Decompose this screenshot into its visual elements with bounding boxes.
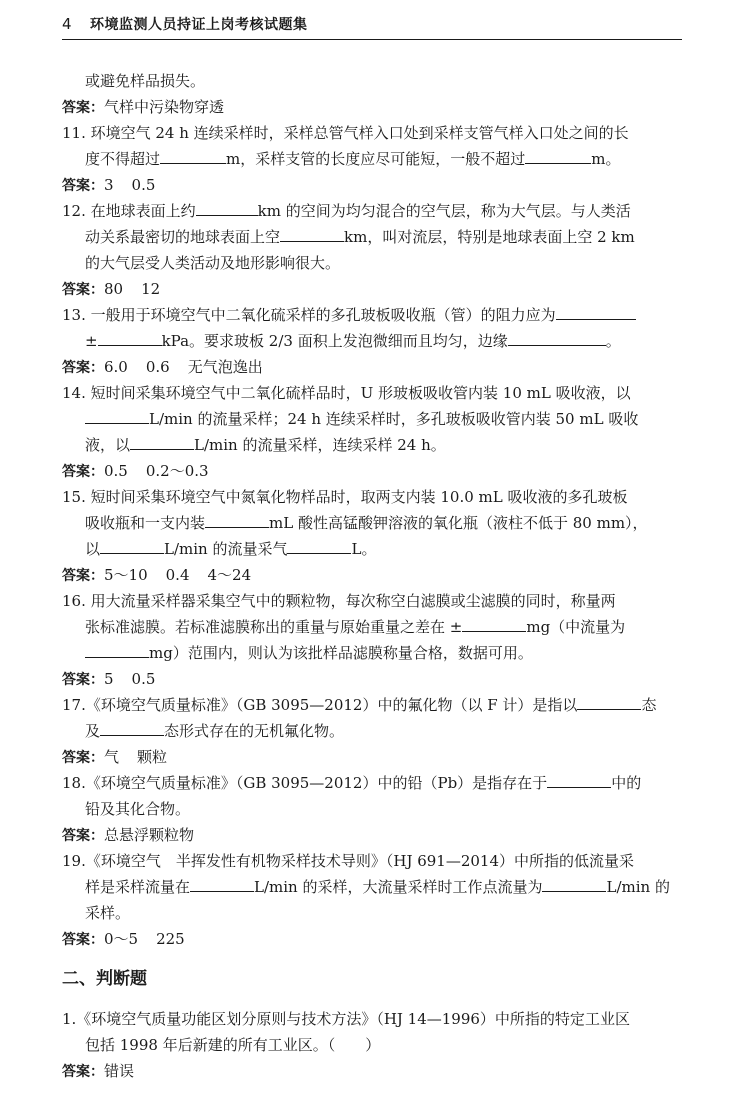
question-19: 19.《环境空气 半挥发性有机物采样技术导则》（HJ 691—2014）中所指的低流量采 bbox=[62, 852, 635, 870]
answer-line: 答案：5～10 0.4 4～24 bbox=[62, 566, 252, 584]
fill-blank bbox=[205, 511, 269, 528]
answer-line: 答案：总悬浮颗粒物 bbox=[62, 826, 195, 844]
running-title: 环境监测人员持证上岗考核试题集 bbox=[90, 17, 308, 33]
fill-blank bbox=[85, 641, 149, 658]
text-line: 液，以 L/min 的流量采样，连续采样 24 h。 bbox=[62, 432, 684, 458]
question-17: 17.《环境空气质量标准》（GB 3095—2012）中的氟化物（以 F 计）是指以 态 bbox=[62, 692, 684, 718]
answer-line: 答案：80 12 bbox=[62, 280, 161, 298]
fill-blank bbox=[556, 303, 636, 320]
text-line: 吸收瓶和一支内装 mL 酸性高锰酸钾溶液的氧化瓶（液柱不低于 80 mm）， bbox=[62, 510, 684, 536]
fill-blank bbox=[542, 875, 606, 892]
text-line: 样是采样流量在 L/min 的采样，大流量采样时工作点流量为 L/min 的 bbox=[62, 874, 684, 900]
fill-blank bbox=[547, 771, 611, 788]
question-12: 12. 在地球表面上约 km 的空间为均匀混合的空气层，称为大气层。与人类活 bbox=[62, 198, 684, 224]
answer-line: 答案：3 0.5 bbox=[62, 176, 156, 194]
text-line: L/min 的流量采样；24 h 连续采样时，多孔玻板吸收管内装 50 mL 吸收 bbox=[62, 406, 684, 432]
text-line: 或避免样品损失。 bbox=[85, 72, 206, 90]
fill-blank bbox=[287, 537, 351, 554]
fill-blank bbox=[280, 225, 344, 242]
fill-blank bbox=[160, 147, 226, 164]
text-line: 包括 1998 年后新建的所有工业区。（ ） bbox=[85, 1036, 381, 1054]
section-heading: 二、判断题 bbox=[62, 969, 147, 989]
question-13: 13. 一般用于环境空气中二氧化硫采样的多孔玻板吸收瓶（管）的阻力应为 bbox=[62, 302, 684, 328]
answer-line: 答案：6.0 0.6 无气泡逸出 bbox=[62, 358, 263, 376]
text-line: 及 态形式存在的无机氟化物。 bbox=[62, 718, 684, 744]
header-rule bbox=[62, 39, 682, 40]
text-line: 铅及其化合物。 bbox=[85, 800, 191, 818]
fill-blank bbox=[508, 329, 606, 346]
page-header bbox=[62, 10, 682, 40]
question-18: 18.《环境空气质量标准》（GB 3095—2012）中的铅（Pb）是指存在于 中的 bbox=[62, 770, 684, 796]
question-14: 14. 短时间采集环境空气中二氧化硫样品时，U 形玻板吸收管内装 10 mL 吸收液，以 bbox=[62, 384, 631, 402]
fill-blank bbox=[462, 615, 526, 632]
text-line: 张标准滤膜。若标准滤膜称出的重量与原始重量之差在 ± mg（中流量为 bbox=[62, 614, 684, 640]
page-content bbox=[62, 68, 684, 1084]
text-line: 度不得超过 m，采样支管的长度应尽可能短，一般不超过 m。 bbox=[62, 146, 684, 172]
text-line: 的大气层受人类活动及地形影响很大。 bbox=[85, 254, 341, 272]
text-line: mg）范围内，则认为该批样品滤膜称量合格，数据可用。 bbox=[62, 640, 684, 666]
text-line: 动关系最密切的地球表面上空 km，叫对流层，特别是地球表面上空 2 km bbox=[62, 224, 684, 250]
fill-blank bbox=[130, 433, 194, 450]
answer-line: 答案：0.5 0.2～0.3 bbox=[62, 462, 209, 480]
question-16: 16. 用大流量采样器采集空气中的颗粒物，每次称空白滤膜或尘滤膜的同时，称量两 bbox=[62, 592, 616, 610]
text-line: ± kPa。要求玻板 2/3 面积上发泡微细而且均匀，边缘 。 bbox=[62, 328, 684, 354]
page-number: 4 bbox=[62, 15, 72, 33]
text-line: 采样。 bbox=[85, 904, 131, 922]
text-line: 以 L/min 的流量采气 L。 bbox=[62, 536, 684, 562]
fill-blank bbox=[85, 407, 149, 424]
question-15: 15. 短时间采集环境空气中氮氧化物样品时，取两支内装 10.0 mL 吸收液的多孔玻板 bbox=[62, 488, 628, 506]
judgment-question-1: 1.《环境空气质量功能区划分原则与技术方法》（HJ 14—1996）中所指的特定工业区 bbox=[62, 1010, 630, 1028]
fill-blank bbox=[525, 147, 591, 164]
fill-blank bbox=[196, 199, 258, 216]
answer-line: 答案：5 0.5 bbox=[62, 670, 156, 688]
answer-line: 答案：错误 bbox=[62, 1062, 135, 1080]
fill-blank bbox=[100, 719, 164, 736]
answer-line: 答案：气样中污染物穿透 bbox=[62, 98, 225, 116]
fill-blank bbox=[577, 693, 641, 710]
answer-line: 答案：气 颗粒 bbox=[62, 748, 168, 766]
question-11: 11. 环境空气 24 h 连续采样时，采样总管气样入口处到采样支管气样入口处之间的长 bbox=[62, 124, 629, 142]
fill-blank bbox=[100, 537, 164, 554]
answer-line: 答案：0～5 225 bbox=[62, 930, 185, 948]
fill-blank bbox=[190, 875, 254, 892]
fill-blank bbox=[98, 329, 162, 346]
